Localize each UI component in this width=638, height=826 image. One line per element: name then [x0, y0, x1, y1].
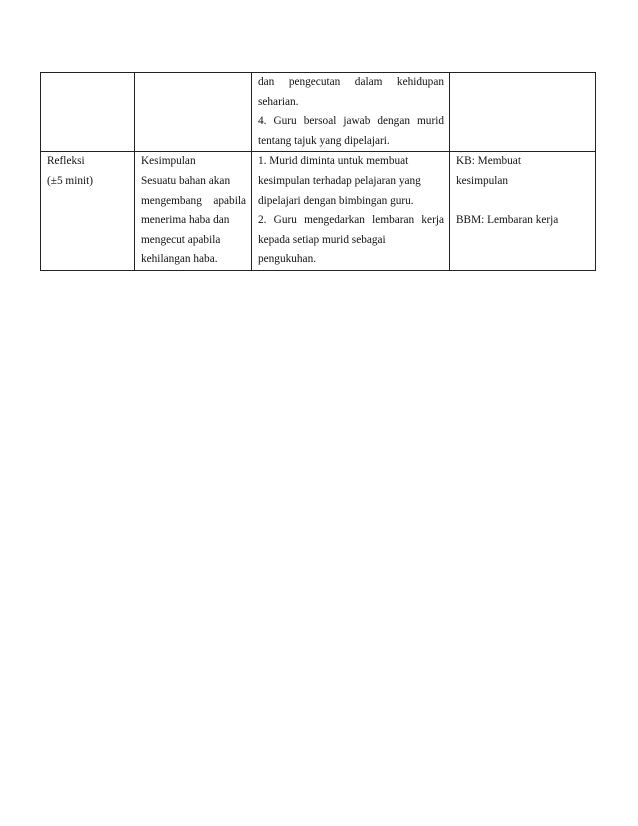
- stage-cell: [41, 73, 135, 152]
- activity-cell: [252, 152, 450, 271]
- stage-duration: (±5 minit): [47, 174, 94, 187]
- activity-line: pengukuhan.: [258, 253, 317, 266]
- table-row: [41, 152, 596, 271]
- activity-line: kepada setiap murid sebagai: [258, 233, 386, 246]
- notes-line: KB: Membuat: [456, 155, 521, 168]
- activity-line: dan pengecutan dalam kehidupan: [258, 76, 444, 88]
- activity-line: 2. Guru mengedarkan lembaran kerja: [258, 214, 444, 227]
- content-cell: [135, 152, 252, 271]
- notes-cell: [450, 152, 596, 271]
- activity-line: tentang tajuk yang dipelajari.: [258, 134, 390, 147]
- activity-line: 4. Guru bersoal jawab dengan murid: [258, 115, 444, 128]
- stage-title: Refleksi: [47, 155, 85, 168]
- activity-line: 1. Murid diminta untuk membuat: [258, 155, 409, 168]
- activity-line: dipelajari dengan bimbingan guru.: [258, 194, 414, 207]
- notes-cell: [450, 73, 596, 152]
- activity-line: seharian.: [258, 95, 299, 108]
- notes-line: kesimpulan: [456, 174, 509, 187]
- table-row: [41, 73, 596, 152]
- content-line: Sesuatu bahan akan: [141, 174, 231, 187]
- content-line: Kesimpulan: [141, 155, 196, 168]
- stage-cell: [41, 152, 135, 271]
- activity-cell: [252, 73, 450, 152]
- content-line: menerima haba dan: [141, 214, 230, 227]
- activity-line: kesimpulan terhadap pelajaran yang: [258, 174, 421, 187]
- content-line: mengembang apabila: [141, 194, 246, 207]
- content-line: mengecut apabila: [141, 233, 221, 246]
- notes-line: BBM: Lembaran kerja: [456, 214, 559, 227]
- content-line: kehilangan haba.: [141, 253, 218, 266]
- lesson-plan-table: [40, 72, 596, 271]
- notes-spacer: [456, 192, 590, 212]
- content-cell: [135, 73, 252, 152]
